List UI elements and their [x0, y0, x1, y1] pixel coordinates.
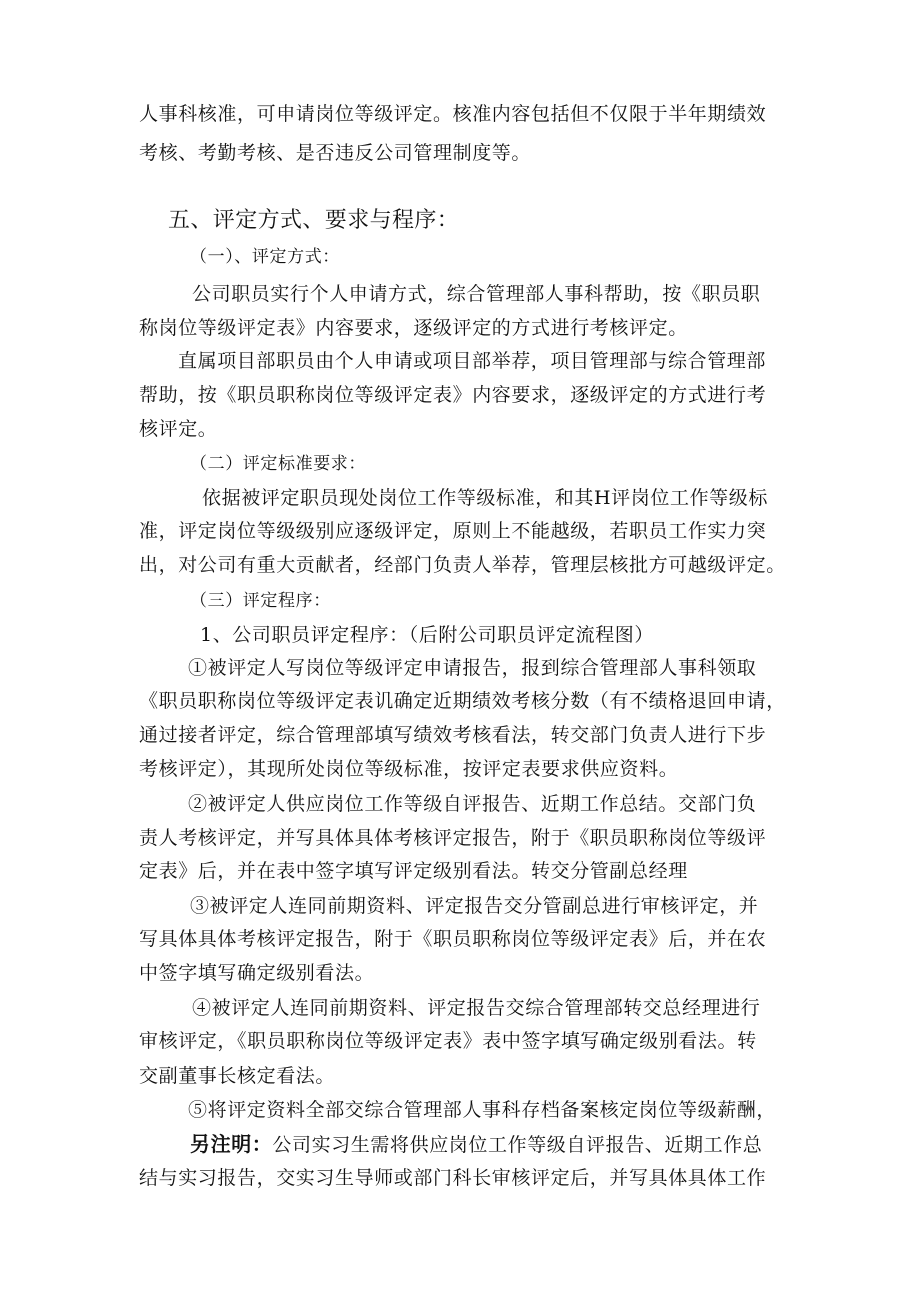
paragraph-line: 交副董事长核定看法。	[139, 1065, 336, 1087]
paragraph-line: 考核、考勤考核、是否违反公司管理制度等。	[139, 142, 532, 164]
subsection-heading: （一）、评定方式：	[190, 247, 340, 267]
paragraph-line: 审核评定，《职员职称岗位等级评定表》表中签字填写确定级别看法。转	[139, 1030, 757, 1052]
paragraph-line: 公司职员实行个人申请方式，综合管理部人事科帮助，按《职员职	[192, 283, 761, 305]
paragraph-line: 《职员职称岗位等级评定表讥确定近期绩效考核分数（有不绩格退回申请，	[139, 690, 786, 712]
subsection-heading: （三）评定程序：	[190, 591, 331, 611]
paragraph-line: ⑤将评定资料全部交综合管理部人事科存档备案核定岗位等级薪酬，	[188, 1099, 777, 1121]
paragraph-line: 直属项目部职员由个人申请或项目部举荐，项目管理部与综合管理部	[178, 350, 767, 372]
paragraph-line: 核评定。	[139, 418, 218, 440]
paragraph-line: 人事科核准，可申请岗位等级评定。核准内容包括但不仅限于半年期绩效	[139, 103, 767, 125]
paragraph-line: ①被评定人写岗位等级评定申请报告，报到综合管理部人事科领取	[188, 657, 757, 679]
note-text: 公司实习生需将供应岗位工作等级自评报告、近期工作总	[272, 1134, 763, 1156]
paragraph-line: 结与实习报告，交实习生导师或部门科长审核评定后，并写具体具体工作	[139, 1167, 767, 1189]
paragraph-line: 出，对公司有重大贡献者，经部门负责人举荐，管理层核批方可越级评定。	[139, 554, 786, 576]
paragraph-line: 定表》后，并在表中签字填写评定级别看法。转交分管副总经理	[139, 860, 688, 882]
paragraph-line: 1、公司职员评定程序：（后附公司职员评定流程图）	[200, 624, 654, 646]
paragraph-line: 称岗位等级评定表》内容要求，逐级评定的方式进行考核评定。	[139, 317, 688, 339]
paragraph-line: 准，评定岗位等级级别应逐级评定，原则上不能越级，若职员工作实力突	[139, 520, 767, 542]
paragraph-line: ②被评定人供应岗位工作等级自评报告、近期工作总结。交部门负	[188, 793, 757, 815]
paragraph-line: 考核评定），其现所处岗位等级标准，按评定表要求供应资料。	[139, 758, 679, 780]
paragraph-line: 中签字填写确定级别看法。	[139, 962, 375, 984]
paragraph-line: 帮助，按《职员职称岗位等级评定表》内容要求，逐级评定的方式进行考	[139, 384, 767, 406]
paragraph-line: ③被评定人连同前期资料、评定报告交分管副总进行审核评定，并	[190, 895, 759, 917]
paragraph-line: 责人考核评定，并写具体具体考核评定报告，附于《职员职称岗位等级评	[139, 827, 767, 849]
note-label: 另注明：	[190, 1132, 273, 1156]
paragraph-line: 依据被评定职员现处岗位工作等级标准，和其H评岗位工作等级标	[202, 487, 768, 509]
note-line	[190, 1132, 762, 1157]
subsection-heading: （二）评定标准要求：	[190, 454, 366, 474]
paragraph-line: ④被评定人连同前期资料、评定报告交综合管理部转交总经理进行	[192, 997, 761, 1019]
paragraph-line: 通过接者评定，综合管理部填写绩效考核看法，转交部门负责人进行下步	[139, 724, 767, 746]
section-heading: 五、评定方式、要求与程序：	[168, 208, 460, 233]
paragraph-line: 写具体具体考核评定报告，附于《职员职称岗位等级评定表》后，并在农	[139, 928, 767, 950]
